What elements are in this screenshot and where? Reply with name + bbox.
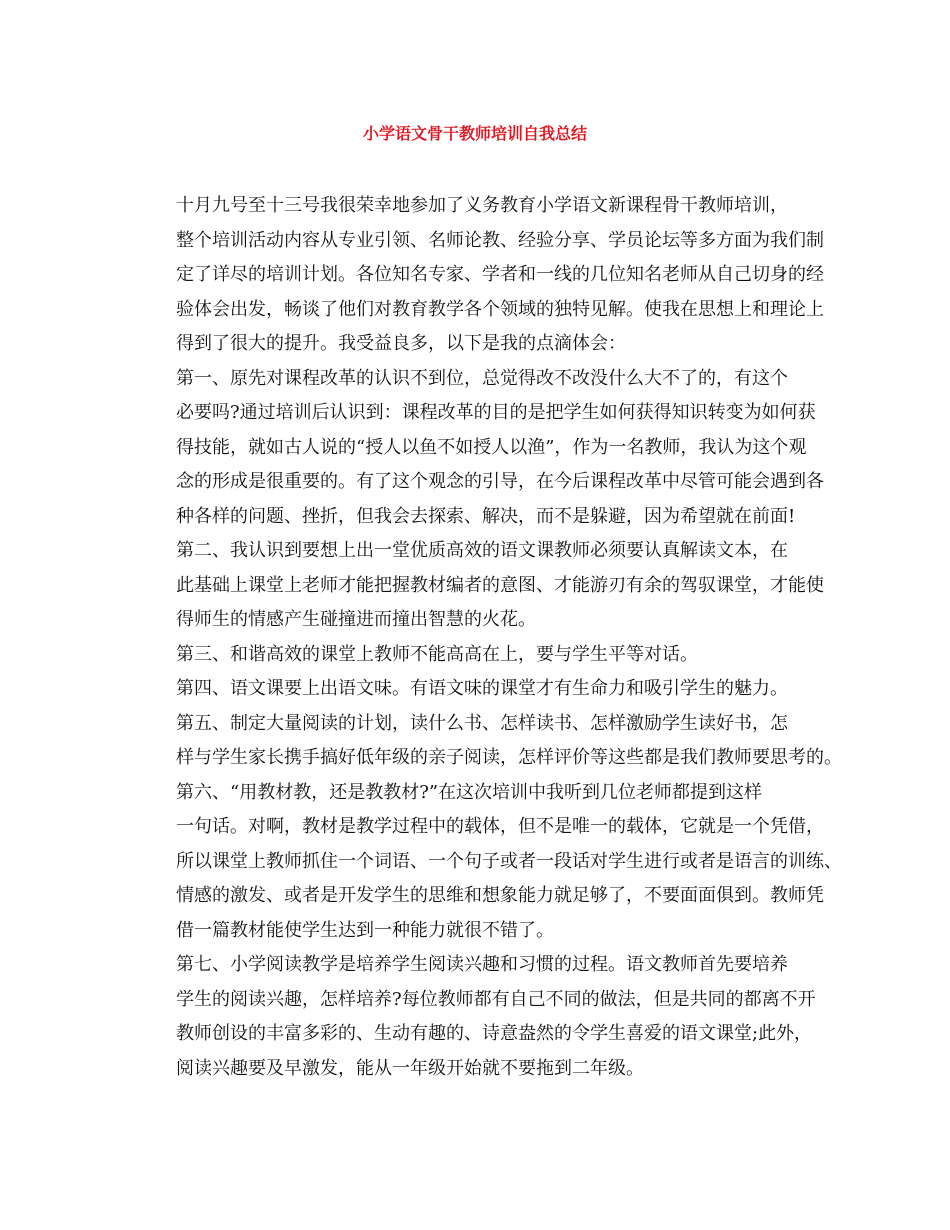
- text-line: 整个培训活动内容从专业引领、名师论教、经验分享、学员论坛等多方面为我们制: [176, 229, 824, 251]
- text-line: 得技能，就如古人说的“授人以鱼不如授人以渔”，作为一名教师，我认为这个观: [176, 436, 807, 458]
- text-line: 第六、“用教材教，还是教教材?”在这次培训中我听到几位老师都提到这样: [176, 781, 763, 803]
- paragraph-point-6: [140, 776, 842, 949]
- text-line: 第三、和谐高效的课堂上教师不能高高在上，要与学生平等对话。: [176, 643, 698, 665]
- text-line: 阅读兴趣要及早激发，能从一年级开始就不要拖到二年级。: [176, 1057, 644, 1079]
- text-line: 第一、原先对课程改革的认识不到位，总觉得改不改没什么大不了的，有这个: [176, 367, 788, 389]
- text-line: 样与学生家长携手搞好低年级的亲子阅读，怎样评价等这些都是我们教师要思考的。: [176, 747, 842, 768]
- text-line: 得师生的情感产生碰撞进而撞出智慧的火花。: [176, 609, 536, 630]
- text-line: 第七、小学阅读教学是培养学生阅读兴趣和习惯的过程。语文教师首先要培养: [176, 954, 788, 975]
- text-line: 念的形成是很重要的。有了这个观念的引导，在今后课程改革中尽管可能会遇到各: [176, 471, 824, 492]
- text-line: 必要吗?通过培训后认识到：课程改革的目的是把学生如何获得知识转变为如何获: [176, 402, 816, 423]
- text-line: 一句话。对啊，教材是教学过程中的载体，但不是唯一的载体，它就是一个凭借，: [176, 816, 824, 837]
- text-line: 第二、我认识到要想上出一堂优质高效的语文课教师必须要认真解读文本，在: [176, 540, 788, 561]
- text-line: 验体会出发，畅谈了他们对教育教学各个领域的独特见解。使我在思想上和理论上: [176, 298, 824, 320]
- paragraph-point-3: [140, 638, 820, 673]
- text-line: 第四、语文课要上出语文味。有语文味的课堂才有生命力和吸引学生的魅力。: [176, 678, 788, 699]
- paragraph-point-7: [140, 948, 820, 1086]
- paragraph-intro: [140, 189, 824, 362]
- text-line: 教师创设的丰富多彩的、生动有趣的、诗意盎然的令学生喜爱的语文课堂;此外，: [176, 1023, 813, 1044]
- text-line: 所以课堂上教师抓住一个词语、一个句子或者一段话对学生进行或者是语言的训练、: [176, 850, 842, 872]
- text-line: 第五、制定大量阅读的计划，读什么书、怎样读书、怎样激励学生读好书，怎: [176, 712, 788, 734]
- paragraph-point-1: [140, 362, 824, 535]
- text-line: 得到了很大的提升。我受益良多，以下是我的点滴体会：: [176, 333, 626, 354]
- text-line: 借一篇教材能使学生达到一种能力就很不错了。: [176, 919, 554, 941]
- document-body: [140, 189, 842, 1086]
- paragraph-point-4: [140, 672, 820, 707]
- paragraph-point-2: [140, 534, 824, 638]
- text-line: 定了详尽的培训计划。各位知名专家、学者和一线的几位知名老师从自己切身的经: [176, 264, 824, 285]
- text-line: 十月九号至十三号我很荣幸地参加了义务教育小学语文新课程骨干教师培训，: [176, 195, 788, 216]
- document-title: 小学语文骨干教师培训自我总结: [362, 124, 587, 143]
- text-line: 情感的激发、或者是开发学生的思维和想象能力就足够了，不要面面俱到。教师凭: [176, 885, 824, 906]
- paragraph-point-5: [140, 707, 842, 776]
- text-line: 学生的阅读兴趣，怎样培养?每位教师都有自己不同的做法，但是共同的都离不开: [176, 988, 816, 1010]
- text-line: 此基础上课堂上老师才能把握教材编者的意图、才能游刃有余的驾驭课堂，才能使: [176, 574, 824, 596]
- text-line: 种各样的问题、挫折，但我会去探索、解决，而不是躲避，因为希望就在前面!: [176, 505, 796, 527]
